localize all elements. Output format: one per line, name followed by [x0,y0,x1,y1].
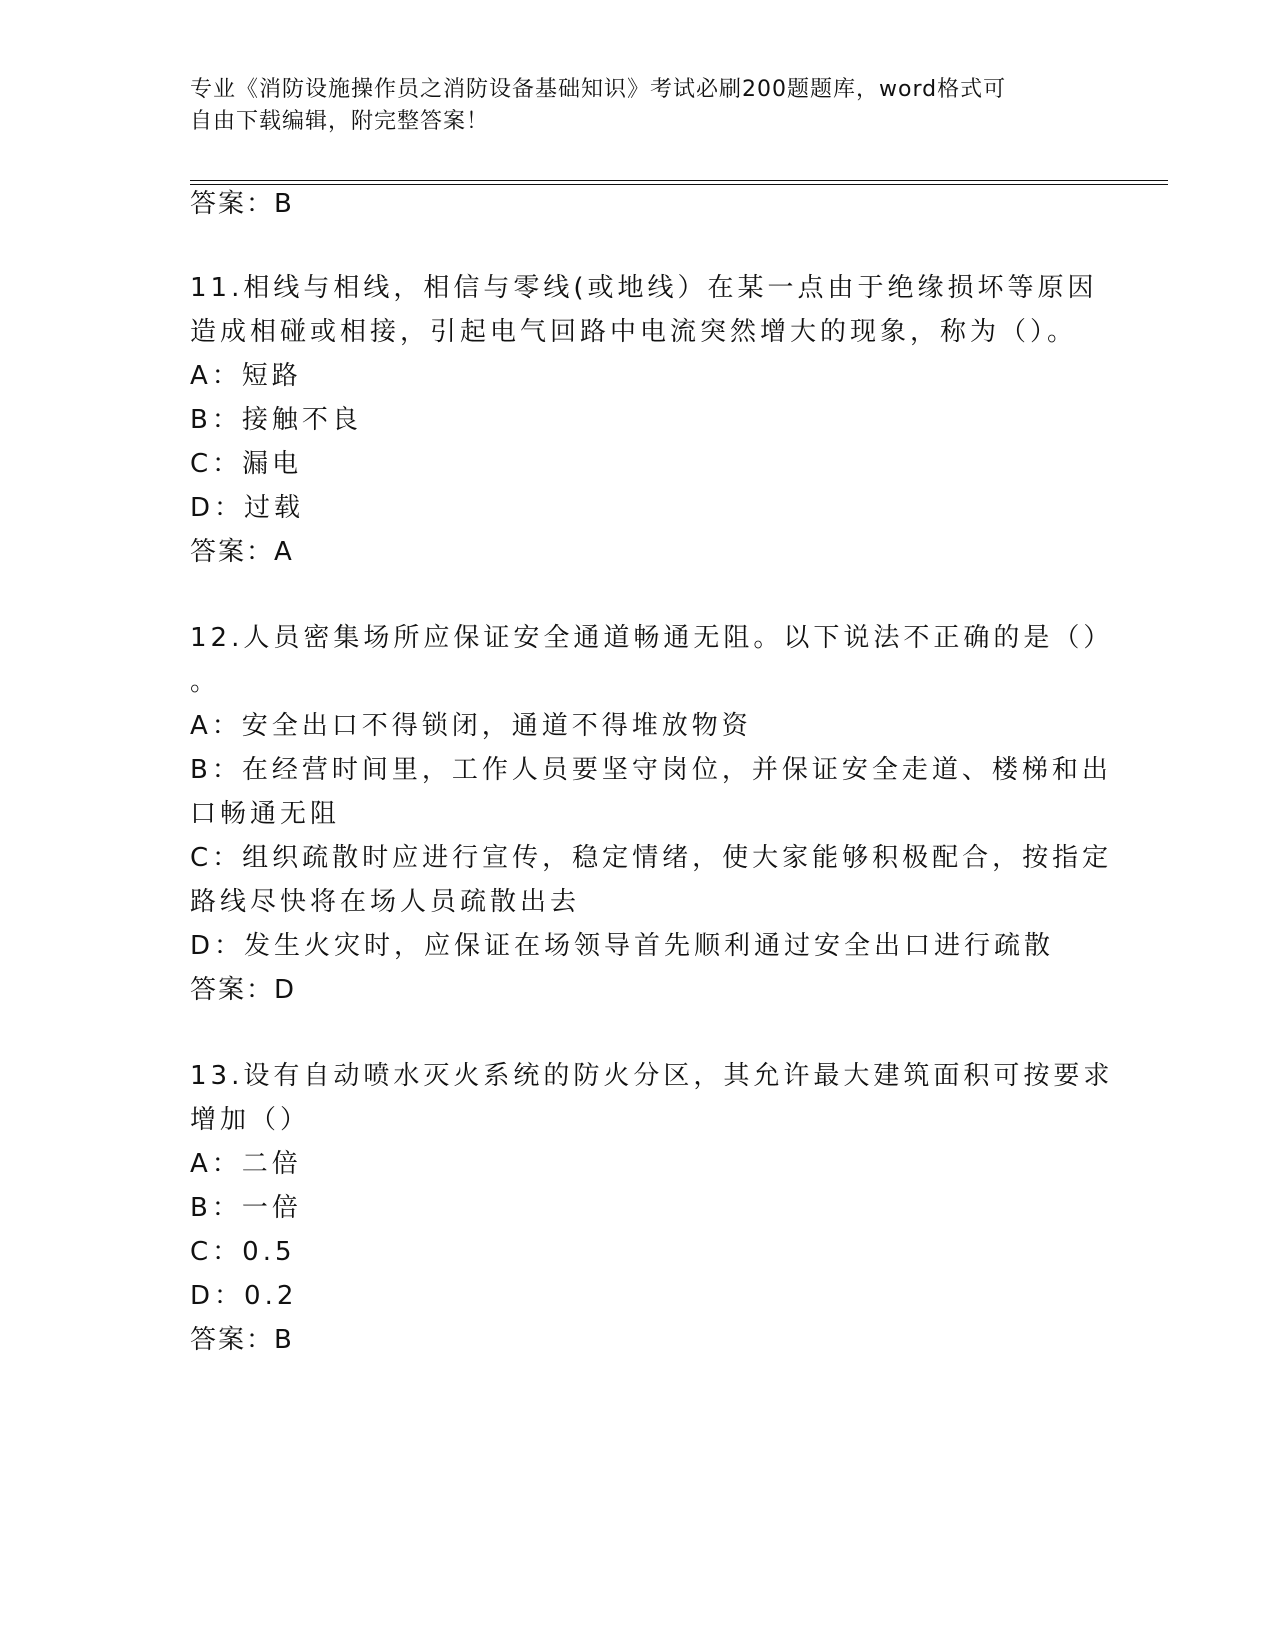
question-11-stem-line-2: 造成相碰或相接，引起电气回路中电流突然增大的现象，称为（）。 [190,317,1078,347]
header-line-2: 自由下载编辑，附完整答案！ [190,109,490,134]
question-12-stem-line-1: 12.人员密集场所应保证安全通道畅通无阻。以下说法不正确的是（） [190,623,1114,653]
question-11-option-a: A：短路 [190,361,302,391]
header-divider-bottom [190,184,1168,185]
question-12-stem-line-2: 。 [190,667,221,697]
header-line-1: 专业《消防设施操作员之消防设备基础知识》考试必刷200题题库，word格式可 [190,77,1007,102]
question-13-option-c: C：0.5 [190,1237,296,1267]
question-13-stem-line-2: 增加（） [190,1105,311,1135]
question-11-option-b: B：接触不良 [190,405,362,435]
question-11-option-c: C：漏电 [190,449,303,479]
question-13-option-d: D：0.2 [190,1281,298,1311]
question-11-stem-line-1: 11.相线与相线，相信与零线(或地线）在某一点由于绝缘损坏等原因 [190,273,1098,303]
question-13-option-a: A：二倍 [190,1149,302,1179]
question-12-option-c: C：组织疏散时应进行宣传，稳定情绪，使大家能够积极配合，按指定 [190,843,1113,873]
question-12-option-d: D：发生火灾时，应保证在场领导首先顺利通过安全出口进行疏散 [190,931,1055,961]
question-12-option-c-cont: 路线尽快将在场人员疏散出去 [190,887,581,917]
question-12-option-b: B：在经营时间里，工作人员要坚守岗位，并保证安全走道、楼梯和出 [190,755,1112,785]
header-divider-top [190,180,1168,181]
question-13-answer: 答案：B [190,1325,294,1355]
question-13-stem-line-1: 13.设有自动喷水灭火系统的防火分区，其允许最大建筑面积可按要求 [190,1061,1114,1091]
question-12-option-a: A：安全出口不得锁闭，通道不得堆放物资 [190,711,752,741]
question-11-answer: 答案：A [190,537,294,567]
question-12-answer: 答案：D [190,975,297,1005]
question-12-option-b-cont: 口畅通无阻 [190,799,341,829]
document-header [190,74,1090,138]
question-11-option-d: D：过载 [190,493,305,523]
question-13-option-b: B：一倍 [190,1193,302,1223]
previous-answer: 答案：B [190,189,294,219]
